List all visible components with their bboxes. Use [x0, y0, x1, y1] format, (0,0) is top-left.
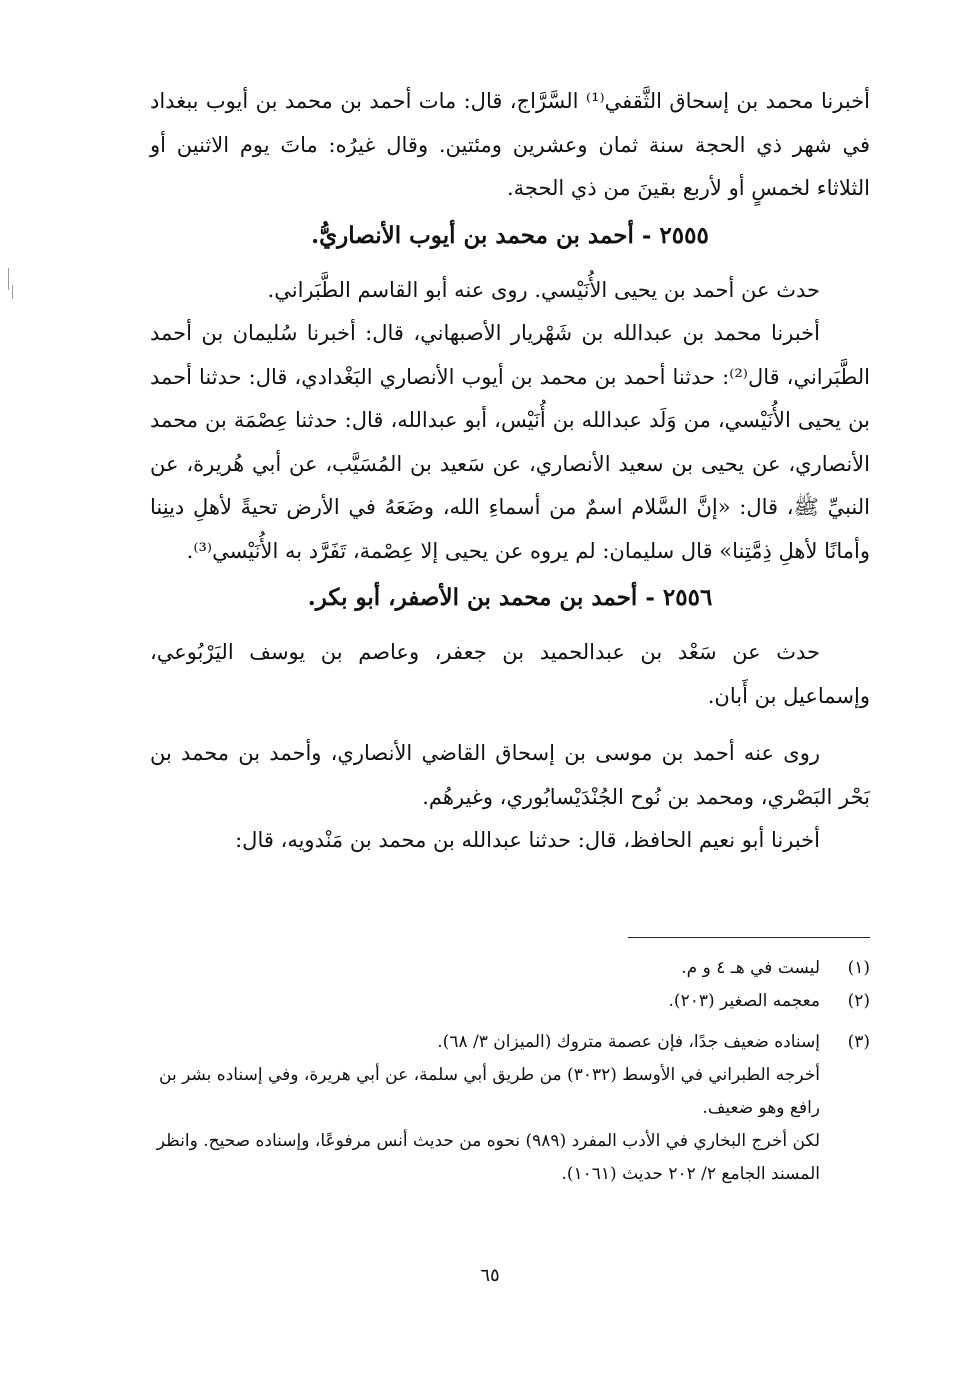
footnote-3-continuation: لكن أخرج البخاري في الأدب المفرد (٩٨٩) نحوه من حديث أنس مرفوعًا، وإسناده صحيح. وانظر المسند الجامع ٢/ ٢٠٢ حديث (١٠٦١). — [156, 1131, 820, 1184]
page-number: ٦٥ — [480, 1265, 500, 1286]
paragraph-narrators-2555: حدث عن أحمد بن يحيى الأُنَيْسي. روى عنه أبو القاسم الطَّبَراني. — [267, 277, 820, 302]
footnote-1 — [150, 952, 870, 985]
footnote-2 — [150, 985, 870, 1018]
footnote-separator — [628, 937, 870, 938]
scan-edge-mark — [12, 285, 13, 299]
footnote-text: معجمه الصغير (٢٠٣). — [668, 991, 820, 1011]
footnote-number: (٣) — [847, 1032, 870, 1052]
paragraph-hadith-chain: أخبرنا محمد بن عبدالله بن شَهْريار الأصبهاني، قال: أخبرنا سُليمان بن أحمد الطَّبَراني، قال⁽²⁾: حدثنا أحمد بن محمد بن أيوب الأنصاري البَغْدادي، قال: حدثنا أحمد بن يحيى الأُنَيْسي، من وَلَد عبدالله بن أُنَيْس، أبو عبدالله، قال: حدثنا عِصْمَة بن محمد الأنصاري، عن يحيى بن سعيد الأنصاري، عن سَعيد بن المُسَيَّب، عن أبي هُريرة، عن النبيِّ ﷺ، قال: «إنَّ السَّلام اسمٌ من أسماءِ الله، وضَعَهُ في الأرض تحيةً لأهلِ دينِنا وأمانًا لأهلِ ذِمَّتِنا» قال سليمان: لم يروه عن يحيى إلا عِصْمة، تَفَرَّد به الأُنَيْسي⁽³⁾. — [150, 321, 871, 563]
footnote-number: (١) — [847, 958, 870, 978]
scan-edge-mark — [8, 268, 9, 290]
footnote-text: إسناده ضعيف جدًا، فإن عصمة متروك (الميزان ٣/ ٦٨). — [437, 1032, 820, 1052]
paragraph-death-report: أخبرنا محمد بن إسحاق الثَّقفي⁽¹⁾ السَّرَّاج، قال: مات أحمد بن محمد بن أيوب ببغداد في شهر ذي الحجة سنة ثمان وعشرين ومئتين. وقال غيرُه: ماتَ يوم الاثنين أو الثلاثاء لخمسٍ أو لأربع بقينَ من ذي الحجة. — [150, 89, 871, 200]
footnote-text: ليست في هـ ٤ و م. — [681, 958, 820, 978]
entry-heading-2556: ٢٥٥٦ - أحمد بن محمد بن الأصفر، أبو بكر. — [307, 584, 713, 611]
paragraph-chain-start: أخبرنا أبو نعيم الحافظ، قال: حدثنا عبدالله بن محمد بن مَنْدويه، قال: — [235, 828, 820, 852]
entry-heading-2555: ٢٥٥٥ - أحمد بن محمد بن أيوب الأنصاريُّ. — [311, 221, 709, 249]
footnote-3 — [150, 1026, 870, 1059]
footnote-3-continuation: أخرجه الطبراني في الأوسط (٣٠٣٢) من طريق أبي سلمة، عن أبي هريرة، وفي إسناده بشر بن رافع وهو ضعيف. — [159, 1065, 820, 1118]
footnotes — [150, 952, 870, 1191]
main-text — [150, 80, 870, 863]
paragraph-narrated-from: حدث عن سَعْد بن عبدالحميد بن جعفر، وعاصم بن يوسف اليَرْبُوعي، وإسماعيل بن أَبان. — [150, 640, 870, 708]
footnote-number: (٢) — [847, 991, 870, 1011]
paragraph-narrated-by: روى عنه أحمد بن موسى بن إسحاق القاضي الأنصاري، وأحمد بن محمد بن بَحْر البَصْري، ومحمد بن نُوح الجُنْدَيْسابُوري، وغيرهُم. — [150, 741, 870, 809]
